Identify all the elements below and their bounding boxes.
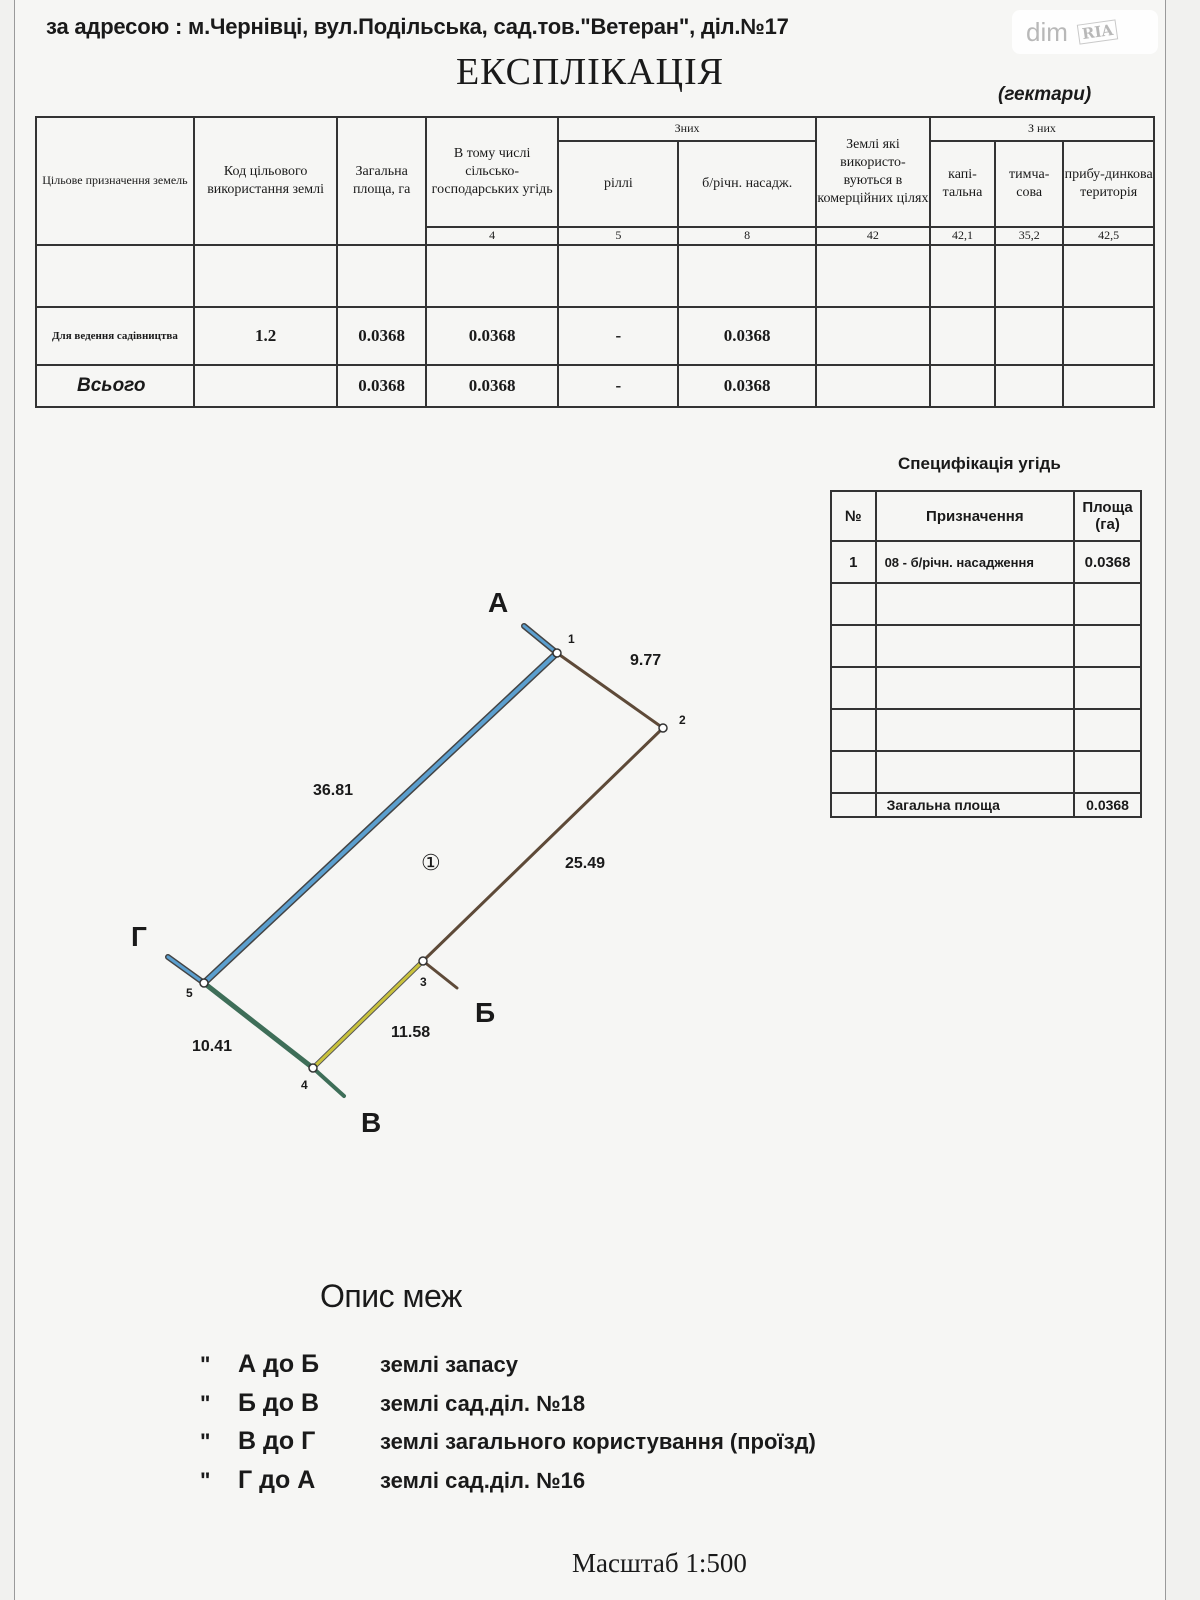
corner-label-b: Б bbox=[475, 997, 496, 1028]
ditto-mark: " bbox=[200, 1352, 211, 1377]
ditto-mark: " bbox=[200, 1429, 211, 1454]
boundary-item bbox=[200, 1427, 816, 1456]
tick-b bbox=[423, 961, 457, 988]
point-label: 4 bbox=[301, 1078, 308, 1092]
point-marker bbox=[419, 957, 427, 965]
point-label: 2 bbox=[679, 713, 686, 727]
length-label: 9.77 bbox=[630, 652, 662, 669]
specification-title: Специфікація угідь bbox=[898, 454, 1061, 473]
col-number: 35,2 bbox=[995, 227, 1063, 245]
boundary-segment: Г до А bbox=[238, 1466, 316, 1494]
total-arable: - bbox=[558, 365, 678, 407]
ditto-mark: " bbox=[200, 1468, 211, 1493]
page-title: ЕКСПЛІКАЦІЯ bbox=[455, 51, 725, 93]
side-2-3 bbox=[423, 728, 663, 961]
boundary-description: землі сад.діл. №16 bbox=[380, 1468, 586, 1493]
side-g-a-fill bbox=[204, 653, 557, 983]
spec-header-area: Площа (га) bbox=[1074, 491, 1141, 541]
total-perennial: 0.0368 bbox=[678, 365, 815, 407]
boundaries-title: Опис меж bbox=[320, 1278, 462, 1314]
boundary-segment: В до Г bbox=[238, 1427, 316, 1455]
boundary-item bbox=[200, 1350, 518, 1379]
header-commercial: Землі які використо-вуються в комерційних цілях bbox=[816, 117, 930, 227]
col-number: 42,1 bbox=[930, 227, 995, 245]
header-perennial: б/річн. насадж. bbox=[678, 141, 815, 227]
cell-arable: - bbox=[558, 307, 678, 365]
col-number: 4 bbox=[426, 227, 558, 245]
length-label: 10.41 bbox=[192, 1038, 233, 1055]
spec-cell-num: 1 bbox=[831, 541, 876, 583]
header-capital: капі-тальна bbox=[930, 141, 995, 227]
header-code: Код цільового використання землі bbox=[194, 117, 338, 245]
point-label: 1 bbox=[568, 632, 575, 646]
spec-total-label: Загальна площа bbox=[876, 793, 1075, 817]
header-adjacent: прибу-динкова територія bbox=[1063, 141, 1154, 227]
side-b-v-fill bbox=[313, 961, 423, 1068]
length-label: 25.49 bbox=[565, 855, 606, 872]
header-of-them: Зних bbox=[558, 117, 816, 141]
spec-header-num: № bbox=[831, 491, 876, 541]
col-number: 8 bbox=[678, 227, 815, 245]
side-v-g bbox=[204, 983, 313, 1068]
length-label: 11.58 bbox=[391, 1024, 431, 1041]
tick-a-fill bbox=[524, 626, 557, 653]
ditto-mark: " bbox=[200, 1391, 211, 1416]
total-area: 0.0368 bbox=[337, 365, 426, 407]
point-marker bbox=[309, 1064, 317, 1072]
boundary-item bbox=[200, 1466, 585, 1495]
corner-label-g: Г bbox=[131, 921, 147, 952]
address-line: за адресою : м.Чернівці, вул.Подільська, сад.тов."Ветеран", діл.№17 bbox=[46, 14, 789, 39]
col-number: 42,5 bbox=[1063, 227, 1154, 245]
spec-cell-area: 0.0368 bbox=[1074, 541, 1141, 583]
cell-code: 1.2 bbox=[194, 307, 338, 365]
parcel-number: ① bbox=[421, 850, 441, 875]
boundary-description: землі загального користування (проїзд) bbox=[380, 1429, 816, 1454]
point-marker bbox=[553, 649, 561, 657]
col-number: 5 bbox=[558, 227, 678, 245]
header-of-them-2: З них bbox=[930, 117, 1154, 141]
corner-label-a: А bbox=[488, 587, 509, 618]
header-arable: ріллі bbox=[558, 141, 678, 227]
corner-label-v: В bbox=[361, 1107, 382, 1138]
point-label: 3 bbox=[420, 975, 427, 989]
col-number: 42 bbox=[816, 227, 930, 245]
cell-total: 0.0368 bbox=[337, 307, 426, 365]
boundary-item bbox=[200, 1389, 585, 1418]
header-purpose: Цільове призначення земель bbox=[36, 117, 194, 245]
header-total-area: Загальна площа, га bbox=[337, 117, 426, 245]
boundary-description: землі сад.діл. №18 bbox=[380, 1391, 586, 1416]
length-label: 36.81 bbox=[313, 782, 354, 799]
cell-perennial: 0.0368 bbox=[678, 307, 815, 365]
tick-g-fill bbox=[168, 957, 204, 983]
boundary-segment: А до Б bbox=[238, 1350, 320, 1378]
spec-cell-purpose: 08 - б/річн. насадження bbox=[876, 541, 1075, 583]
scale-label: Масштаб 1:500 bbox=[572, 1548, 747, 1578]
spec-header-purpose: Призначення bbox=[876, 491, 1075, 541]
cell-agricultural: 0.0368 bbox=[426, 307, 558, 365]
point-marker bbox=[659, 724, 667, 732]
boundary-description: землі запасу bbox=[380, 1352, 518, 1377]
tick-v bbox=[313, 1068, 344, 1096]
watermark-text: dim bbox=[1026, 16, 1068, 47]
watermark-brand: RIA bbox=[1077, 19, 1119, 44]
boundary-segment: Б до В bbox=[238, 1389, 320, 1417]
cell-purpose: Для ведення садівництва bbox=[36, 307, 194, 365]
point-marker bbox=[200, 979, 208, 987]
spec-total-value: 0.0368 bbox=[1074, 793, 1141, 817]
units-label: (гектари) bbox=[998, 84, 1092, 105]
header-temporary: тимча-сова bbox=[995, 141, 1063, 227]
header-agricultural: В тому числі сільсько-господарських угідь bbox=[426, 117, 558, 227]
point-label: 5 bbox=[186, 986, 193, 1000]
total-agricultural: 0.0368 bbox=[426, 365, 558, 407]
total-label: Всього bbox=[36, 365, 194, 407]
